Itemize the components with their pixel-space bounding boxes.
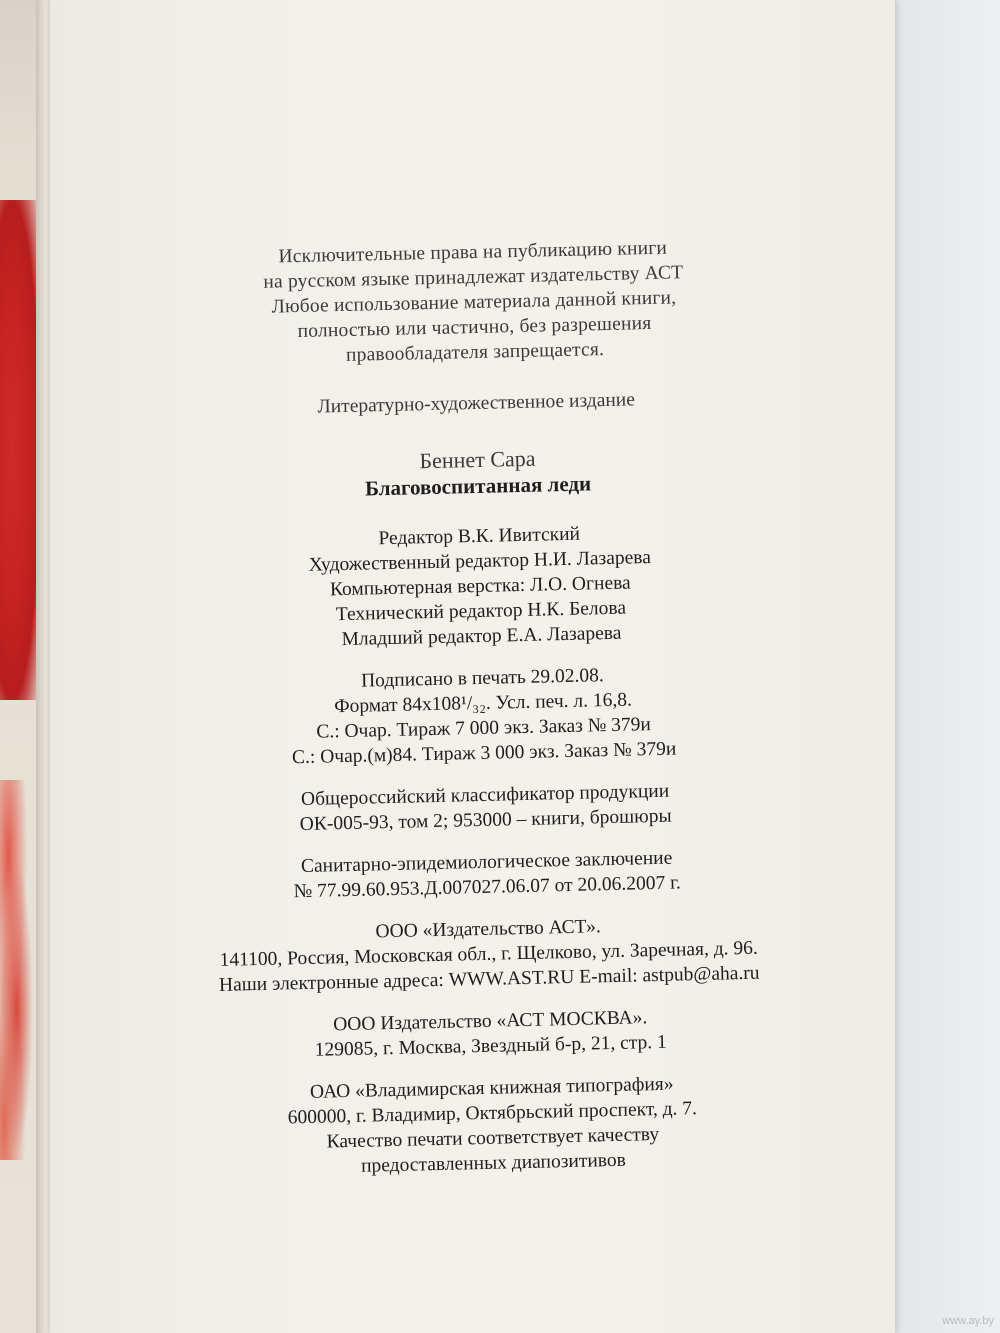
printer-line: ОАО «Владимирская книжная типография» — [309, 1073, 674, 1103]
copyright-line: Исключительные права на публикацию книги — [278, 237, 668, 268]
author-name: Беннет Сара — [419, 445, 536, 474]
publisher-ast-moscow — [68, 999, 914, 1068]
publisher-line: 141100, Россия, Московская обл., г. Щелково, ул. Заречная, д. 96. — [219, 937, 759, 971]
credit-line: Художественный редактор Н.И. Лазарева — [308, 547, 652, 576]
printer-line: Качество печати соответствует качеству — [326, 1123, 660, 1153]
book-title: Благовоспитанная леди — [364, 471, 592, 501]
printer-line: 600000, г. Владимир, Октябрьский проспект, д. 7. — [287, 1098, 698, 1129]
credit-line: Младший редактор Е.А. Лазарева — [341, 622, 622, 651]
classifier-line: Общероссийский классификатор продукции — [300, 780, 670, 811]
copyright-line: полностью или частично, без разрешения — [297, 312, 652, 342]
publisher-line: ООО Издательство «АСТ МОСКВА». — [332, 1007, 648, 1036]
publisher-line: Наши электронные адреса: WWW.AST.RU E-mail: astpub@aha.ru — [218, 962, 760, 996]
red-cover-background — [0, 200, 40, 700]
print-info-line: С.: Очар. Тираж 7 000 экз. Заказ № 379и — [316, 714, 652, 743]
credit-line: Редактор В.К. Ивитский — [378, 523, 581, 550]
copyright-line: на русском языке принадлежат издательству АСТ — [263, 262, 684, 293]
sanitary-line: № 77.99.60.953.Д.007027.06.07 от 20.06.2007 г. — [293, 872, 681, 903]
book-heading — [55, 436, 901, 509]
copyright-line: правообладателя запрещается. — [345, 339, 605, 366]
print-info-line: Подписано в печать 29.02.08. — [360, 665, 605, 692]
credit-line: Технический редактор Н.К. Белова — [335, 597, 627, 626]
publisher-line: 129085, г. Москва, Звездный б-р, 21, стр. 1 — [314, 1031, 668, 1061]
credit-line: Компьютерная верстка: Л.О. Огнева — [329, 572, 631, 601]
imprint-text — [50, 230, 916, 1202]
publisher-line: ООО «Издательство АСТ». — [375, 916, 601, 943]
edition-type: Литературно-художественное издание — [317, 389, 636, 418]
classifier-line: ОК-005-93, том 2; 953000 – книги, брошюры — [299, 805, 672, 836]
print-info-line: Формат 84x108¹/₃₂. Усл. печ. л. 16,8. — [333, 689, 633, 718]
copyright-line: Любое использование материала данной книги, — [271, 287, 677, 318]
sanitary-conclusion — [64, 840, 910, 909]
print-info-line: С.: Очар.(м)84. Тираж 3 000 экз. Заказ № 379и — [291, 738, 677, 769]
book-page — [50, 0, 895, 1333]
credits — [57, 514, 905, 658]
publisher-ast — [65, 907, 911, 1001]
site-watermark: www.ay.by — [942, 1315, 994, 1327]
print-info — [60, 656, 907, 775]
product-classifier — [62, 773, 908, 842]
copyright-notice — [50, 230, 898, 374]
printing-house — [69, 1066, 916, 1185]
printer-line: предоставленных диапозитивов — [360, 1149, 627, 1177]
sanitary-line: Санитарно-эпидемиологическое заключение — [300, 847, 673, 878]
